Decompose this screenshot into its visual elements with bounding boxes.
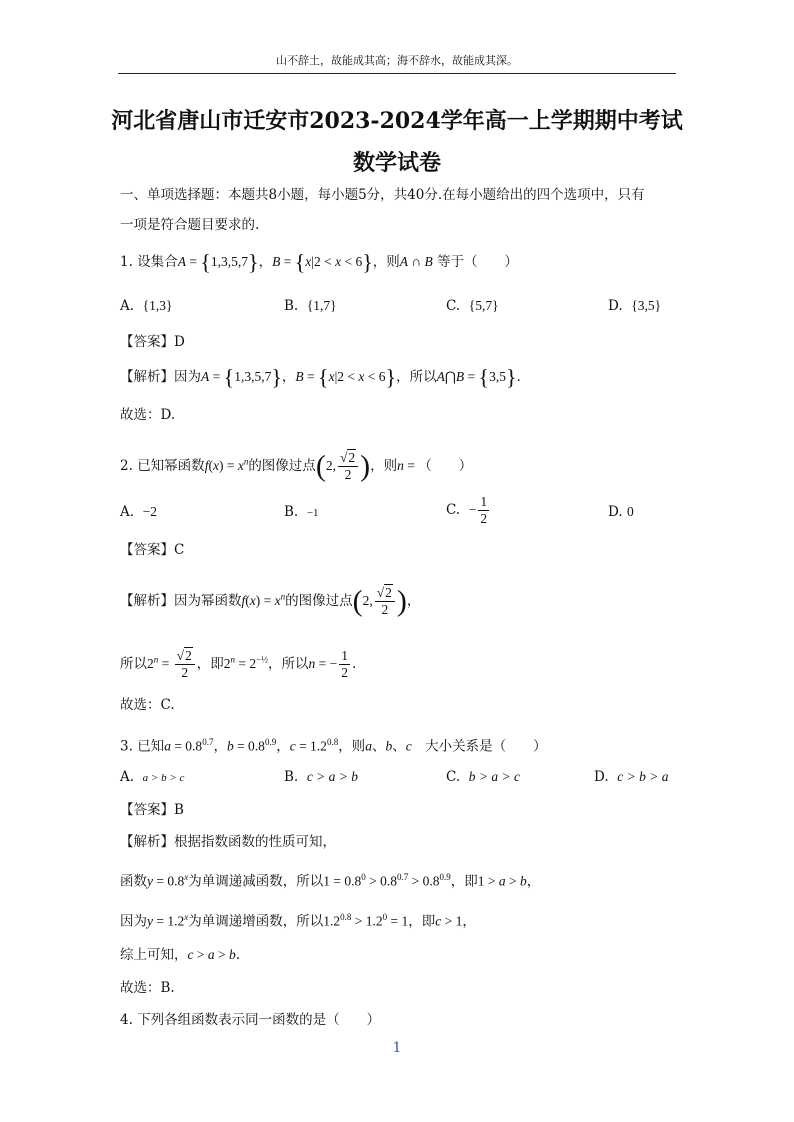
- q2-option-b[interactable]: B. −1: [284, 504, 319, 520]
- q3-result: 故选：B.: [120, 980, 175, 996]
- q3-analysis-step1: 函数$y = 0.8^x$为单调递减函数，所以$1 = 0.8^0 > 0.8^{0.7} > 0.8^{0.9}$，即1 > a > b，: [120, 872, 541, 890]
- q2-analysis-step: 所以$2^n$ = $\frac{√2}{2}$ ，即$2^n = 2^{-\frac{1}{2}}$，所以n = − $\frac{1}{2}$ .: [120, 648, 357, 680]
- q2-option-c[interactable]: C. − $\frac{1}{2}$: [446, 494, 488, 526]
- q1-option-d[interactable]: D. {3,5}: [608, 298, 662, 314]
- q1-result: 故选：D.: [120, 407, 176, 423]
- q2-answer: 【答案】C: [120, 542, 185, 558]
- q1-option-a[interactable]: A. {1,3}: [120, 298, 173, 314]
- q3-analysis-step2: 因为$y = 1.2^x$为单调递增函数，所以$1.2^{0.8} > 1.2^0 = 1$，即c > 1，: [120, 912, 476, 930]
- header-divider: [118, 73, 676, 74]
- question-3: 3. 已知$a = 0.8^{0.7}$，$b = 0.8^{0.9}$，$c = 1.2^{0.8}$，则a、b、c 大小关系是（ ）: [120, 737, 547, 755]
- q2-analysis: 【解析】因为幂函数$f(x) = x^n$的图像过点(2, $\frac{√2}{2}$ )，: [120, 584, 421, 618]
- q3-analysis-conclusion: 综上可知，c > a > b.: [120, 947, 241, 963]
- q1-option-c[interactable]: C. {5,7}: [446, 298, 499, 314]
- q1-analysis: 【解析】因为A = {1,3,5,7}，B = {x|2 < x < 6}，所以A⋂B = {3,5}.: [120, 364, 521, 390]
- q3-option-a[interactable]: A. a > b > c: [120, 769, 185, 785]
- q3-option-b[interactable]: B. c > a > b: [284, 769, 359, 785]
- section-intro-line2: 一项是符合题目要求的.: [120, 217, 260, 233]
- page-subtitle: 数学试卷: [352, 150, 441, 176]
- q3-option-c[interactable]: C. b > a > c: [446, 769, 520, 785]
- page-number: 1: [392, 1040, 402, 1056]
- section-intro-line1: 一、单项选择题：本题共8小题，每小题5分，共40分.在每小题给出的四个选项中，只有: [120, 187, 645, 203]
- question-4: 4. 下列各组函数表示同一函数的是（ ）: [120, 1012, 381, 1028]
- q1-option-b[interactable]: B. {1,7}: [284, 298, 337, 314]
- question-2: 2. 已知幂函数$f(x) = x^n$的图像过点(2, $\frac{√2}{2}$ )，则n = （ ）: [120, 449, 473, 483]
- q1-answer: 【答案】D: [120, 334, 185, 350]
- question-1: 1. 设集合A = {1,3,5,7}，B = {x|2 < x < 6}，则A ∩ B 等于（ ）: [120, 249, 519, 275]
- q3-option-d[interactable]: D. c > b > a: [594, 769, 669, 785]
- page-title: 河北省唐山市迁安市2023-2024学年高一上学期期中考试: [111, 108, 683, 134]
- q2-option-a[interactable]: A. −2: [120, 504, 158, 520]
- q2-option-d[interactable]: D. 0: [608, 504, 634, 520]
- q3-analysis: 【解析】根据指数函数的性质可知，: [120, 834, 336, 850]
- header-motto: 山不辞土，故能成其高；海不辞水，故能成其深。: [276, 54, 518, 67]
- q3-answer: 【答案】B: [120, 802, 184, 818]
- q2-result: 故选：C.: [120, 697, 175, 713]
